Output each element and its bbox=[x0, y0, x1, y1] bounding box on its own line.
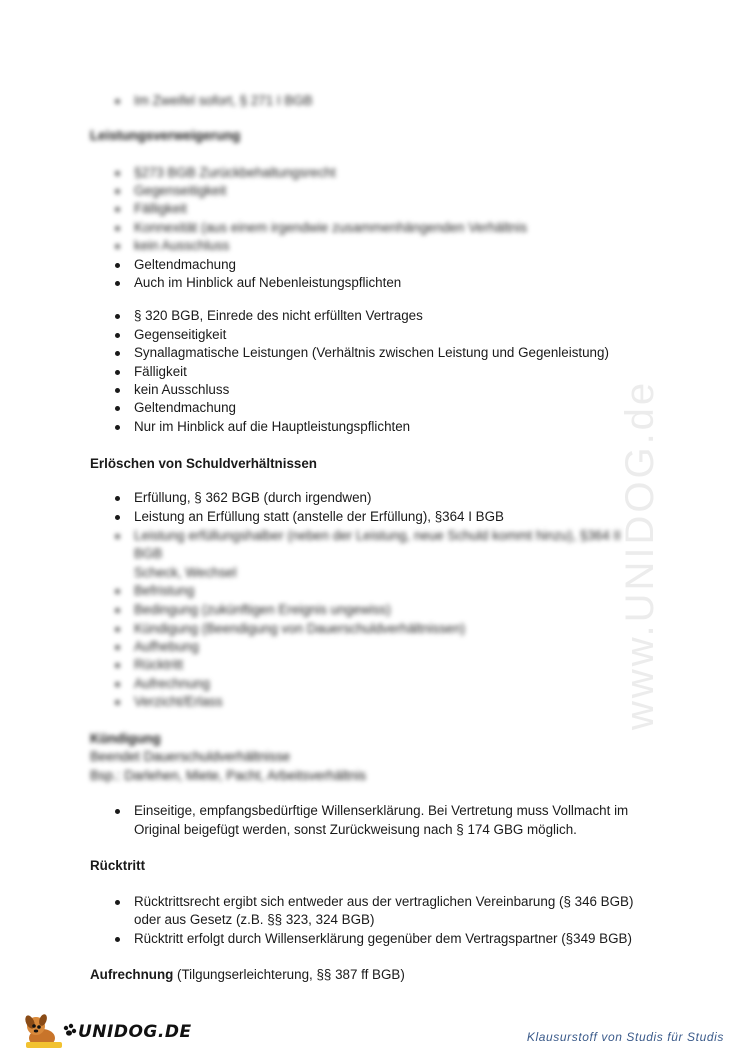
logo-text: UNIDOG.DE bbox=[78, 1022, 192, 1042]
watermark-text: www.UNIDOG.de bbox=[618, 379, 662, 730]
list-item: Geltendmachung bbox=[134, 400, 236, 415]
section-heading-leistungsverweigerung: Leistungsverweigerung bbox=[90, 128, 241, 143]
list-item: Leistung an Erfüllung statt (anstelle der Erfüllung), §364 I BGB bbox=[134, 509, 504, 524]
list-item-continuation: BGB bbox=[134, 546, 163, 561]
list-item-continuation: Scheck, Wechsel bbox=[134, 565, 237, 580]
list-item: kein Ausschluss bbox=[134, 238, 230, 253]
list-item: §273 BGB Zurückbehaltungsrecht bbox=[134, 165, 336, 180]
list-item: Rücktritt erfolgt durch Willenserklärung gegenüber dem Vertragspartner (§349 BGB) bbox=[134, 931, 632, 946]
unidog-logo bbox=[22, 1012, 192, 1052]
section-heading-kuendigung: Kündigung bbox=[90, 731, 161, 746]
list-item: Befristung bbox=[134, 583, 195, 598]
list-item: Geltendmachung bbox=[134, 257, 236, 272]
kuendigung-line-2: Bsp.: Darlehen, Miete, Pacht, Arbeitsverhältnis bbox=[90, 768, 367, 783]
list-item: Nur im Hinblick auf die Hauptleistungspflichten bbox=[134, 419, 411, 434]
dog-icon bbox=[22, 1012, 78, 1052]
list-item: Synallagmatische Leistungen (Verhältnis zwischen Leistung und Gegenleistung) bbox=[134, 345, 609, 360]
list-item: Aufrechnung bbox=[134, 676, 210, 691]
aufrechnung-line bbox=[90, 966, 405, 984]
section-heading-aufrechnung: Aufrechnung bbox=[90, 967, 174, 982]
list-item-continuation: oder aus Gesetz (z.B. §§ 323, 324 BGB) bbox=[134, 912, 375, 927]
footer-tagline: Klausurstoff von Studis für Studis bbox=[526, 1030, 724, 1044]
list-item: Fälligkeit bbox=[134, 201, 187, 216]
aufrechnung-detail: (Tilgungserleichterung, §§ 387 ff BGB) bbox=[173, 967, 405, 982]
list-item: Leistung erfüllungshalber (neben der Leistung, neue Schuld kommt hinzu), §364 II bbox=[134, 528, 621, 543]
list-item: Rücktritt bbox=[134, 657, 184, 672]
list-item: Konnexität (aus einem irgendwie zusammenhängenden Verhältnis bbox=[134, 220, 528, 235]
list-item-continuation: Original beigefügt werden, sonst Zurückweisung nach § 174 GBG möglich. bbox=[134, 822, 577, 837]
list-item: Verzicht/Erlass bbox=[134, 694, 223, 709]
list-item: Gegenseitigkeit bbox=[134, 327, 227, 342]
kuendigung-line-1: Beendet Dauerschuldverhältnisse bbox=[90, 749, 291, 764]
list-item: Im Zweifel sofort, § 271 I BGB bbox=[134, 93, 313, 108]
list-item: Einseitige, empfangsbedürftige Willenserklärung. Bei Vertretung muss Vollmacht im bbox=[134, 803, 629, 818]
list-item: Bedingung (zukünftigen Ereignis ungewiss) bbox=[134, 602, 391, 617]
list-item: Auch im Hinblick auf Nebenleistungspflichten bbox=[134, 275, 402, 290]
list-item: Rücktrittsrecht ergibt sich entweder aus der vertraglichen Vereinbarung (§ 346 BGB) bbox=[134, 894, 634, 909]
section-heading-erloeschen: Erlöschen von Schuldverhältnissen bbox=[90, 456, 317, 471]
list-item: Kündigung (Beendigung von Dauerschuldverhältnissen) bbox=[134, 621, 466, 636]
section-heading-ruecktritt: Rücktritt bbox=[90, 858, 146, 873]
list-item: § 320 BGB, Einrede des nicht erfüllten Vertrages bbox=[134, 308, 423, 323]
list-item: Erfüllung, § 362 BGB (durch irgendwen) bbox=[134, 490, 372, 505]
list-item: Fälligkeit bbox=[134, 364, 187, 379]
list-item: Aufhebung bbox=[134, 639, 199, 654]
list-item: kein Ausschluss bbox=[134, 382, 230, 397]
list-item: Gegenseitigkeit bbox=[134, 183, 227, 198]
